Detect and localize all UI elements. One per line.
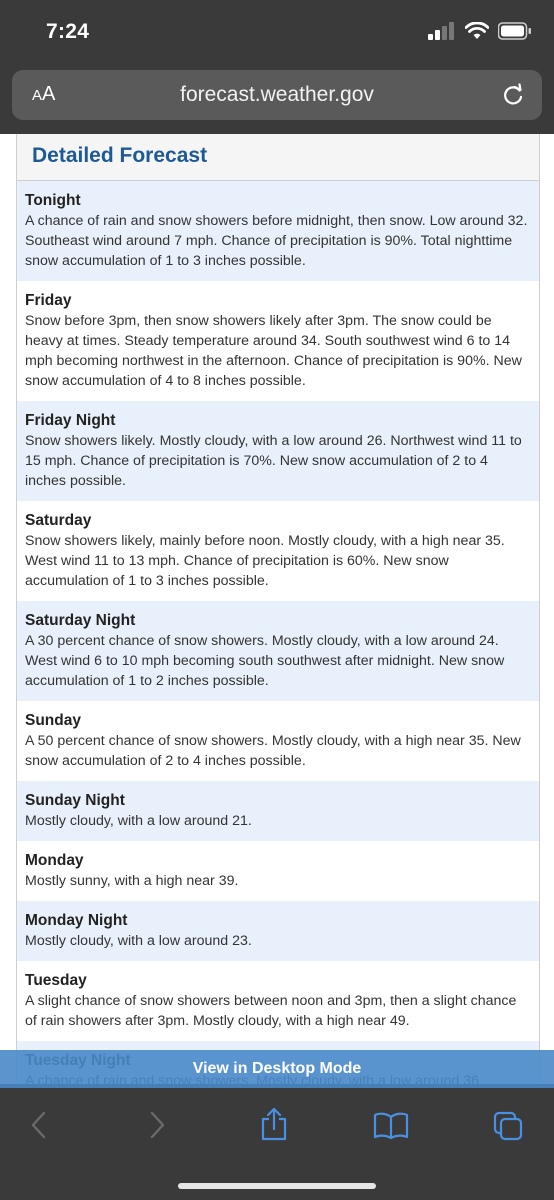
cellular-signal-icon <box>428 22 456 40</box>
period-text: Snow showers likely, mainly before noon. Mostly cloudy, with a high near 35. West wind 11 to 13 mph. Chance of precipitation is 60%. New snow accumulation of 1 to 3 inches possible. <box>25 533 505 589</box>
status-time: 7:24 <box>46 20 90 43</box>
desktop-mode-label[interactable]: View in Desktop Mode <box>192 1060 362 1077</box>
forecast-row <box>17 781 539 841</box>
forecast-row <box>17 601 539 701</box>
forecast-title: Detailed Forecast <box>32 144 208 167</box>
forecast-row <box>17 501 539 601</box>
forecast-row <box>17 181 539 281</box>
period-name: Monday <box>25 852 84 869</box>
forecast-row <box>17 401 539 501</box>
period-text: A 50 percent chance of snow showers. Mostly cloudy, with a high near 35. New snow accumulation of 2 to 4 inches possible. <box>25 733 521 769</box>
aa-small-letter: A <box>32 87 43 104</box>
browser-address-bar-area <box>0 64 554 134</box>
forward-icon[interactable] <box>146 1110 168 1145</box>
period-name: Saturday Night <box>25 612 136 629</box>
period-text: Snow showers likely. Mostly cloudy, with a low around 26. Northwest wind 11 to 15 mph. Chance of precipitation is 70%. New snow accumulation of 2 to 4 inches possible. <box>25 433 522 489</box>
period-name: Tonight <box>25 192 81 209</box>
period-name: Friday Night <box>25 412 116 429</box>
aa-large-letter: A <box>42 83 56 105</box>
battery-icon <box>498 22 532 40</box>
desktop-mode-banner[interactable] <box>0 1050 554 1088</box>
period-text: Mostly cloudy, with a low around 21. <box>25 813 252 829</box>
forecast-row <box>17 901 539 961</box>
back-icon[interactable] <box>28 1110 50 1145</box>
period-text: A chance of rain and snow showers before midnight, then snow. Low around 32. Southeast wind around 7 mph. Chance of precipitation is 90%. Total nighttime snow accumulation of 1 to 3 inches possible. <box>25 213 528 269</box>
period-name: Sunday Night <box>25 792 125 809</box>
period-name: Monday Night <box>25 912 128 929</box>
wifi-icon <box>465 22 489 40</box>
bookmarks-icon[interactable] <box>372 1110 410 1145</box>
forecast-row <box>17 841 539 901</box>
forecast-row <box>17 281 539 401</box>
detailed-forecast-panel <box>16 134 540 1084</box>
period-text: A slight chance of snow showers between noon and 3pm, then a slight chance of rain showers after 3pm. Mostly cloudy, with a high near 49. <box>25 993 517 1029</box>
period-name: Tuesday <box>25 972 87 989</box>
status-bar <box>0 0 554 64</box>
reload-icon[interactable] <box>500 82 526 113</box>
period-text: A 30 percent chance of snow showers. Mostly cloudy, with a low around 24. West wind 6 to 10 mph becoming south southwest after midnight. New snow accumulation of 1 to 2 inches possible. <box>25 633 505 689</box>
period-name: Sunday <box>25 712 81 729</box>
period-text: Mostly cloudy, with a low around 23. <box>25 933 252 949</box>
address-bar[interactable] <box>12 70 542 120</box>
home-indicator[interactable] <box>178 1183 376 1189</box>
page-content <box>0 134 554 1084</box>
period-name: Saturday <box>25 512 92 529</box>
share-icon[interactable] <box>258 1106 290 1147</box>
forecast-row <box>17 961 539 1041</box>
status-icons <box>428 22 532 40</box>
forecast-row <box>17 701 539 781</box>
period-text: Snow before 3pm, then snow showers likely after 3pm. The snow could be heavy at times. Steady temperature around 34. South southwest wind 6 to 14 mph becoming northwest in the afternoon. Chance of precipitation is 90%. New snow accumulation of 4 to 8 inches possible. <box>25 313 522 389</box>
url-text[interactable]: forecast.weather.gov <box>180 83 374 106</box>
tabs-icon[interactable] <box>492 1110 524 1147</box>
forecast-header <box>17 134 539 181</box>
period-name: Friday <box>25 292 72 309</box>
period-text: Mostly sunny, with a high near 39. <box>25 873 239 889</box>
